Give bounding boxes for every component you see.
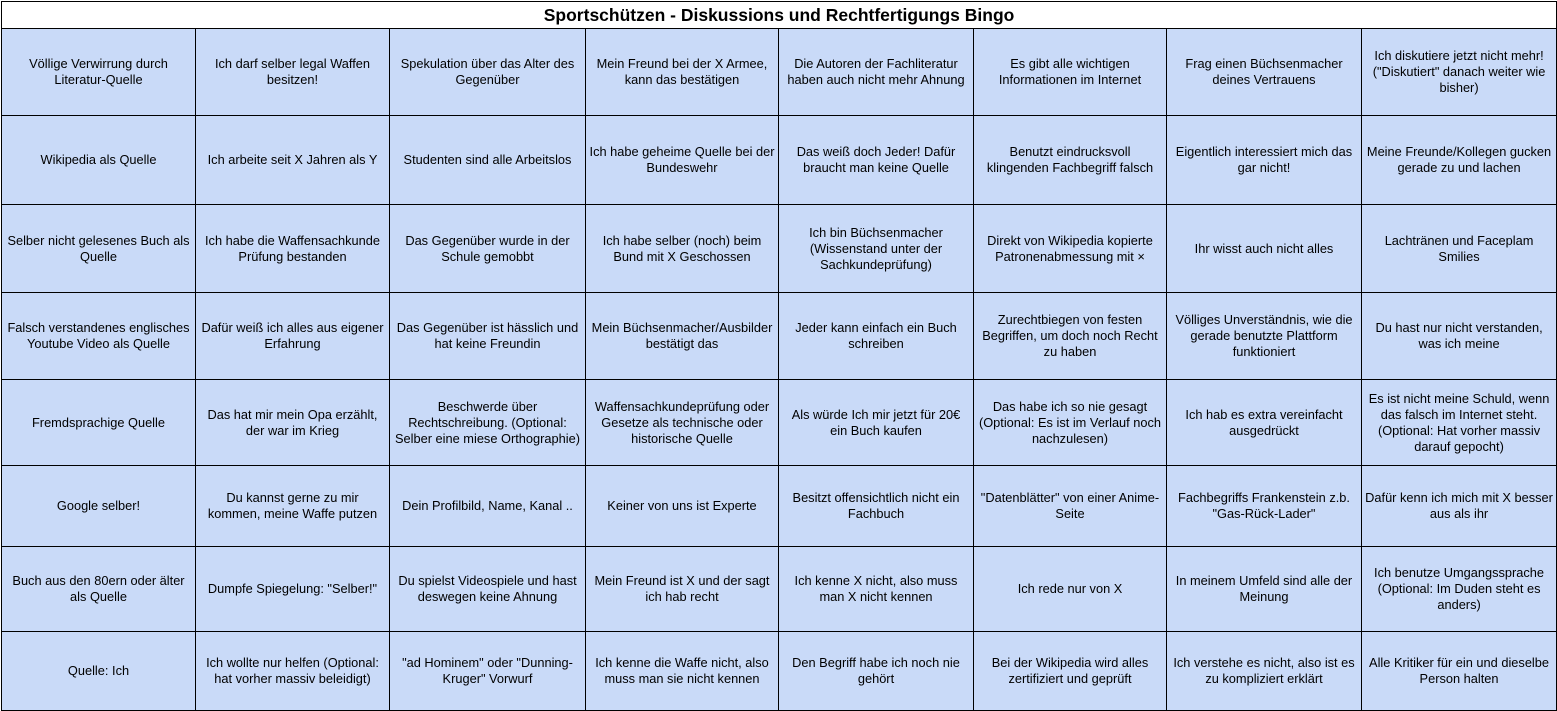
bingo-cell[interactable]: Dumpfe Spiegelung: "Selber!" <box>196 547 390 632</box>
bingo-sheet <box>1 1 1557 711</box>
title-row <box>2 2 1557 29</box>
bingo-cell[interactable]: Buch aus den 80ern oder älter als Quelle <box>2 547 196 632</box>
bingo-cell[interactable]: Als würde Ich mir jetzt für 20€ ein Buch kaufen <box>779 380 974 466</box>
bingo-cell[interactable]: Jeder kann einfach ein Buch schreiben <box>779 293 974 380</box>
bingo-cell[interactable]: Das weiß doch Jeder! Dafür braucht man keine Quelle <box>779 116 974 205</box>
bingo-cell[interactable]: Beschwerde über Rechtschreibung. (Optional: Selber eine miese Orthographie) <box>390 380 586 466</box>
bingo-cell[interactable]: Das Gegenüber wurde in der Schule gemobbt <box>390 205 586 293</box>
page-title[interactable]: Sportschützen - Diskussions und Rechtfertigungs Bingo <box>2 2 1557 29</box>
bingo-cell[interactable]: Quelle: Ich <box>2 632 196 711</box>
bingo-cell[interactable]: Eigentlich interessiert mich das gar nicht! <box>1167 116 1362 205</box>
bingo-cell[interactable]: Keiner von uns ist Experte <box>586 466 779 547</box>
bingo-cell[interactable]: Ich verstehe es nicht, also ist es zu kompliziert erklärt <box>1167 632 1362 711</box>
bingo-cell[interactable]: Wikipedia als Quelle <box>2 116 196 205</box>
bingo-cell[interactable]: Völliges Unverständnis, wie die gerade benutzte Plattform funktioniert <box>1167 293 1362 380</box>
bingo-cell[interactable]: Fachbegriffs Frankenstein z.b. "Gas-Rück-Lader" <box>1167 466 1362 547</box>
bingo-cell[interactable]: Das habe ich so nie gesagt (Optional: Es ist im Verlauf noch nachzulesen) <box>974 380 1167 466</box>
bingo-cell[interactable]: Es ist nicht meine Schuld, wenn das falsch im Internet steht. (Optional: Hat vorher massiv darauf gepocht) <box>1362 380 1557 466</box>
bingo-cell[interactable]: Dein Profilbild, Name, Kanal .. <box>390 466 586 547</box>
bingo-cell[interactable]: Dafür weiß ich alles aus eigener Erfahrung <box>196 293 390 380</box>
bingo-cell[interactable]: Ich habe geheime Quelle bei der Bundeswehr <box>586 116 779 205</box>
bingo-cell[interactable]: Spekulation über das Alter des Gegenüber <box>390 29 586 116</box>
bingo-cell[interactable]: Frag einen Büchsenmacher deines Vertrauens <box>1167 29 1362 116</box>
bingo-cell[interactable]: Mein Büchsenmacher/Ausbilder bestätigt das <box>586 293 779 380</box>
bingo-cell[interactable]: "Datenblätter" von einer Anime-Seite <box>974 466 1167 547</box>
bingo-cell[interactable]: Du kannst gerne zu mir kommen, meine Waffe putzen <box>196 466 390 547</box>
bingo-cell[interactable]: Das hat mir mein Opa erzählt, der war im Krieg <box>196 380 390 466</box>
bingo-row <box>2 466 1557 547</box>
bingo-row <box>2 632 1557 711</box>
bingo-cell[interactable]: Fremdsprachige Quelle <box>2 380 196 466</box>
bingo-cell[interactable]: Studenten sind alle Arbeitslos <box>390 116 586 205</box>
bingo-cell[interactable]: Ich kenne X nicht, also muss man X nicht kennen <box>779 547 974 632</box>
bingo-row <box>2 547 1557 632</box>
bingo-cell[interactable]: Ich benutze Umgangssprache (Optional: Im Duden steht es anders) <box>1362 547 1557 632</box>
bingo-cell[interactable]: Direkt von Wikipedia kopierte Patronenabmessung mit × <box>974 205 1167 293</box>
bingo-cell[interactable]: Ich arbeite seit X Jahren als Y <box>196 116 390 205</box>
bingo-cell[interactable]: Den Begriff habe ich noch nie gehört <box>779 632 974 711</box>
bingo-cell[interactable]: Ich bin Büchsenmacher (Wissenstand unter der Sachkundeprüfung) <box>779 205 974 293</box>
bingo-cell[interactable]: Zurechtbiegen von festen Begriffen, um doch noch Recht zu haben <box>974 293 1167 380</box>
bingo-cell[interactable]: Mein Freund bei der X Armee, kann das bestätigen <box>586 29 779 116</box>
bingo-row <box>2 116 1557 205</box>
bingo-cell[interactable]: "ad Hominem" oder "Dunning-Kruger" Vorwurf <box>390 632 586 711</box>
bingo-cell[interactable]: Du hast nur nicht verstanden, was ich meine <box>1362 293 1557 380</box>
bingo-cell[interactable]: Bei der Wikipedia wird alles zertifiziert und geprüft <box>974 632 1167 711</box>
bingo-cell[interactable]: Das Gegenüber ist hässlich und hat keine Freundin <box>390 293 586 380</box>
bingo-cell[interactable]: Alle Kritiker für ein und dieselbe Person halten <box>1362 632 1557 711</box>
bingo-row <box>2 293 1557 380</box>
bingo-cell[interactable]: Waffensachkundeprüfung oder Gesetze als technische oder historische Quelle <box>586 380 779 466</box>
bingo-cell[interactable]: Ich wollte nur helfen (Optional: hat vorher massiv beleidigt) <box>196 632 390 711</box>
bingo-cell[interactable]: In meinem Umfeld sind alle der Meinung <box>1167 547 1362 632</box>
bingo-cell[interactable]: Die Autoren der Fachliteratur haben auch nicht mehr Ahnung <box>779 29 974 116</box>
bingo-cell[interactable]: Lachtränen und Faceplam Smilies <box>1362 205 1557 293</box>
bingo-cell[interactable]: Meine Freunde/Kollegen gucken gerade zu und lachen <box>1362 116 1557 205</box>
bingo-cell[interactable]: Google selber! <box>2 466 196 547</box>
bingo-row <box>2 205 1557 293</box>
bingo-cell[interactable]: Ich rede nur von X <box>974 547 1167 632</box>
bingo-cell[interactable]: Ich habe selber (noch) beim Bund mit X Geschossen <box>586 205 779 293</box>
bingo-grid <box>2 29 1557 711</box>
bingo-cell[interactable]: Ihr wisst auch nicht alles <box>1167 205 1362 293</box>
bingo-row <box>2 380 1557 466</box>
bingo-cell[interactable]: Dafür kenn ich mich mit X besser aus als ihr <box>1362 466 1557 547</box>
bingo-cell[interactable]: Es gibt alle wichtigen Informationen im Internet <box>974 29 1167 116</box>
bingo-cell[interactable]: Ich habe die Waffensachkunde Prüfung bestanden <box>196 205 390 293</box>
bingo-cell[interactable]: Ich diskutiere jetzt nicht mehr! ("Diskutiert" danach weiter wie bisher) <box>1362 29 1557 116</box>
bingo-cell[interactable]: Benutzt eindrucksvoll klingenden Fachbegriff falsch <box>974 116 1167 205</box>
bingo-cell[interactable]: Völlige Verwirrung durch Literatur-Quelle <box>2 29 196 116</box>
bingo-cell[interactable]: Falsch verstandenes englisches Youtube Video als Quelle <box>2 293 196 380</box>
bingo-cell[interactable]: Mein Freund ist X und der sagt ich hab recht <box>586 547 779 632</box>
bingo-row <box>2 29 1557 116</box>
bingo-cell[interactable]: Selber nicht gelesenes Buch als Quelle <box>2 205 196 293</box>
bingo-cell[interactable]: Ich hab es extra vereinfacht ausgedrückt <box>1167 380 1362 466</box>
bingo-cell[interactable]: Ich darf selber legal Waffen besitzen! <box>196 29 390 116</box>
bingo-cell[interactable]: Du spielst Videospiele und hast deswegen keine Ahnung <box>390 547 586 632</box>
bingo-cell[interactable]: Ich kenne die Waffe nicht, also muss man sie nicht kennen <box>586 632 779 711</box>
bingo-cell[interactable]: Besitzt offensichtlich nicht ein Fachbuch <box>779 466 974 547</box>
